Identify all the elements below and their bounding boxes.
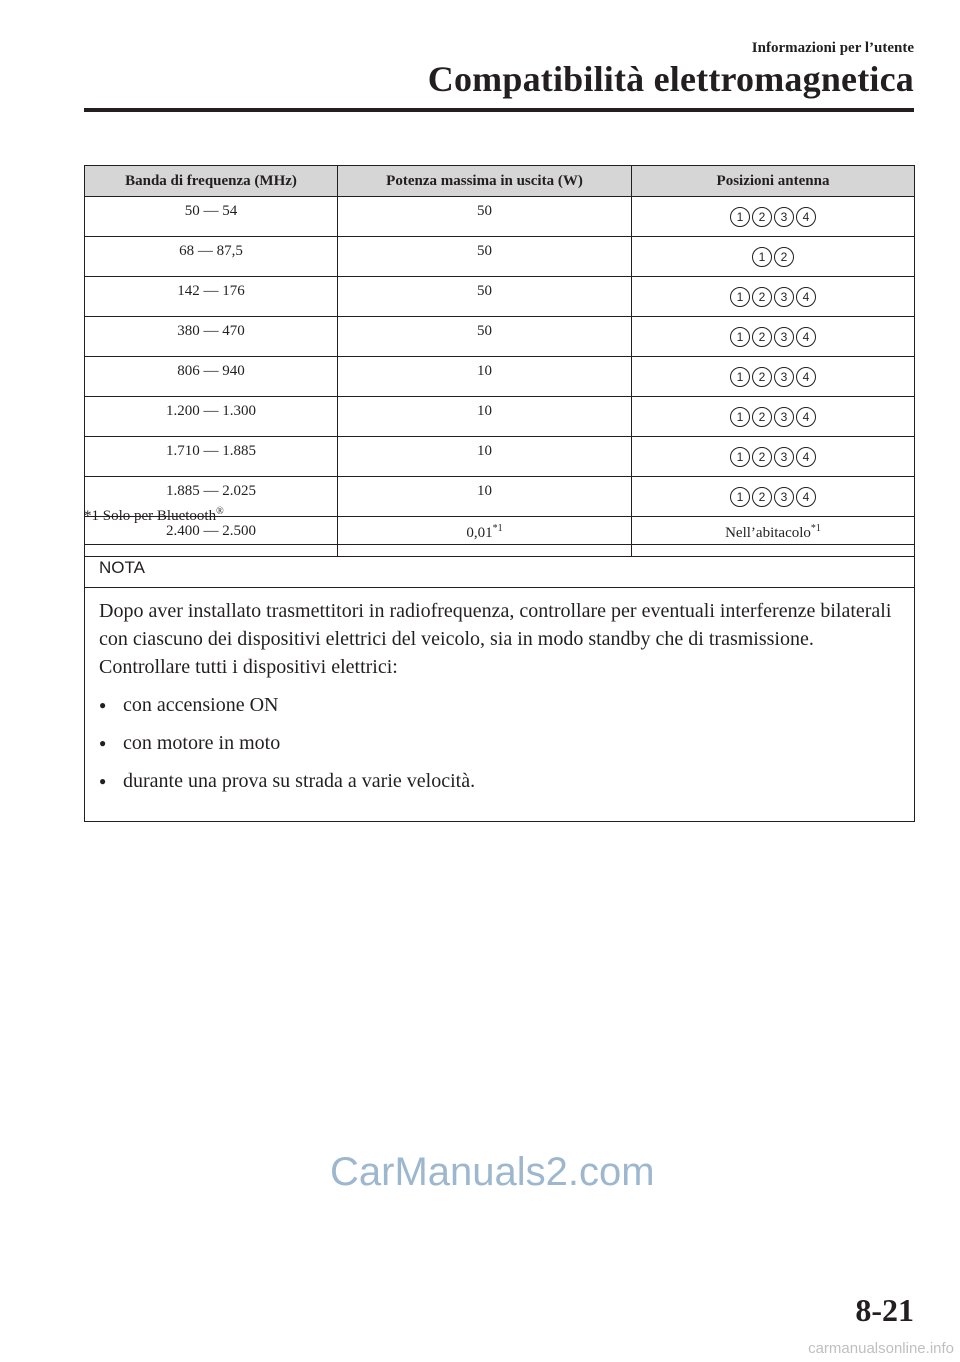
antenna-cell bbox=[632, 317, 915, 357]
antenna-number-icon: 3 bbox=[774, 367, 794, 387]
power-cell: 50 bbox=[338, 197, 632, 237]
antenna-number-icon: 4 bbox=[796, 367, 816, 387]
band-cell: 2.400 — 2.500 bbox=[85, 517, 338, 557]
antenna-positions bbox=[730, 367, 816, 387]
column-header-band: Banda di frequenza (MHz) bbox=[85, 166, 338, 197]
column-header-power: Potenza massima in uscita (W) bbox=[338, 166, 632, 197]
antenna-positions bbox=[730, 487, 816, 507]
registered-mark: ® bbox=[216, 506, 224, 517]
note-heading: NOTA bbox=[85, 545, 914, 588]
antenna-positions bbox=[730, 447, 816, 467]
page-title: Compatibilità elettromagnetica bbox=[427, 59, 914, 99]
power-cell: 10 bbox=[338, 437, 632, 477]
note-list bbox=[99, 691, 900, 795]
antenna-number-icon: 2 bbox=[752, 407, 772, 427]
footer-watermark: carmanualsonline.info bbox=[808, 1340, 954, 1357]
band-cell: 1.885 — 2.025 bbox=[85, 477, 338, 517]
antenna-number-icon: 1 bbox=[730, 447, 750, 467]
list-item: ● con accensione ON bbox=[99, 691, 900, 719]
antenna-positions bbox=[730, 207, 816, 227]
power-cell: 10 bbox=[338, 357, 632, 397]
antenna-number-icon: 1 bbox=[730, 407, 750, 427]
antenna-number-icon: 4 bbox=[796, 287, 816, 307]
antenna-number-icon: 3 bbox=[774, 327, 794, 347]
table-footnote bbox=[84, 506, 224, 525]
power-value: 0,01 bbox=[466, 525, 493, 541]
antenna-number-icon: 1 bbox=[752, 247, 772, 267]
antenna-number-icon: 4 bbox=[796, 207, 816, 227]
header-divider bbox=[84, 108, 914, 112]
column-header-antenna: Posizioni antenna bbox=[632, 166, 915, 197]
list-item: ● con motore in moto bbox=[99, 729, 900, 757]
antenna-cell bbox=[632, 277, 915, 317]
antenna-number-icon: 3 bbox=[774, 207, 794, 227]
antenna-cell bbox=[632, 437, 915, 477]
antenna-number-icon: 4 bbox=[796, 407, 816, 427]
antenna-number-icon: 4 bbox=[796, 327, 816, 347]
antenna-number-icon: 3 bbox=[774, 407, 794, 427]
antenna-cell bbox=[632, 357, 915, 397]
antenna-number-icon: 2 bbox=[752, 367, 772, 387]
band-cell: 1.710 — 1.885 bbox=[85, 437, 338, 477]
antenna-number-icon: 1 bbox=[730, 367, 750, 387]
table-row bbox=[85, 197, 915, 237]
antenna-cell bbox=[632, 237, 915, 277]
power-cell: 50 bbox=[338, 277, 632, 317]
position-text: Nell’abitacolo bbox=[725, 525, 811, 541]
antenna-number-icon: 4 bbox=[796, 487, 816, 507]
footnote-mark: *1 bbox=[810, 523, 821, 534]
antenna-number-icon: 2 bbox=[752, 207, 772, 227]
antenna-number-icon: 2 bbox=[752, 447, 772, 467]
antenna-number-icon: 1 bbox=[730, 287, 750, 307]
band-cell: 380 — 470 bbox=[85, 317, 338, 357]
band-cell: 68 — 87,5 bbox=[85, 237, 338, 277]
antenna-number-icon: 2 bbox=[752, 327, 772, 347]
watermark: CarManuals2.com bbox=[330, 1150, 655, 1194]
antenna-number-icon: 3 bbox=[774, 287, 794, 307]
table-row bbox=[85, 317, 915, 357]
antenna-number-icon: 1 bbox=[730, 207, 750, 227]
antenna-positions bbox=[730, 327, 816, 347]
antenna-positions bbox=[752, 247, 794, 267]
section-title: Informazioni per l’utente bbox=[751, 40, 914, 56]
table-body bbox=[85, 197, 915, 517]
note-body bbox=[85, 588, 914, 795]
antenna-cell bbox=[632, 197, 915, 237]
antenna-number-icon: 1 bbox=[730, 487, 750, 507]
power-cell: 10 bbox=[338, 397, 632, 437]
antenna-number-icon: 4 bbox=[796, 447, 816, 467]
antenna-positions bbox=[730, 287, 816, 307]
table-row bbox=[85, 437, 915, 477]
antenna-number-icon: 2 bbox=[752, 287, 772, 307]
antenna-number-icon: 1 bbox=[730, 327, 750, 347]
antenna-number-icon: 2 bbox=[774, 247, 794, 267]
list-item: ● durante una prova su strada a varie velocità. bbox=[99, 767, 900, 795]
power-cell: 50 bbox=[338, 237, 632, 277]
band-cell: 1.200 — 1.300 bbox=[85, 397, 338, 437]
table-row bbox=[85, 357, 915, 397]
footnote-mark: *1 bbox=[492, 523, 503, 534]
page-number: 8-21 bbox=[855, 1292, 914, 1328]
table-row bbox=[85, 237, 915, 277]
note-paragraph: Controllare tutti i dispositivi elettrici: bbox=[99, 656, 398, 678]
antenna-number-icon: 3 bbox=[774, 487, 794, 507]
antenna-positions bbox=[730, 407, 816, 427]
antenna-cell bbox=[632, 477, 915, 517]
power-cell: 10 bbox=[338, 477, 632, 517]
antenna-number-icon: 3 bbox=[774, 447, 794, 467]
table-header-row bbox=[85, 166, 915, 197]
note-box bbox=[84, 544, 915, 822]
power-cell: 50 bbox=[338, 317, 632, 357]
band-cell: 50 — 54 bbox=[85, 197, 338, 237]
band-cell: 806 — 940 bbox=[85, 357, 338, 397]
band-cell: 142 — 176 bbox=[85, 277, 338, 317]
frequency-table bbox=[84, 165, 915, 557]
footnote-text: *1 Solo per Bluetooth bbox=[84, 508, 217, 524]
antenna-number-icon: 2 bbox=[752, 487, 772, 507]
table-row bbox=[85, 397, 915, 437]
table-row bbox=[85, 277, 915, 317]
antenna-cell bbox=[632, 397, 915, 437]
note-paragraph: Dopo aver installato trasmettitori in radiofrequenza, controllare per eventuali interferenze bilaterali con ciascuno dei dispositivi elettrici del veicolo, sia in modo standby che di trasmissione. bbox=[99, 600, 892, 650]
